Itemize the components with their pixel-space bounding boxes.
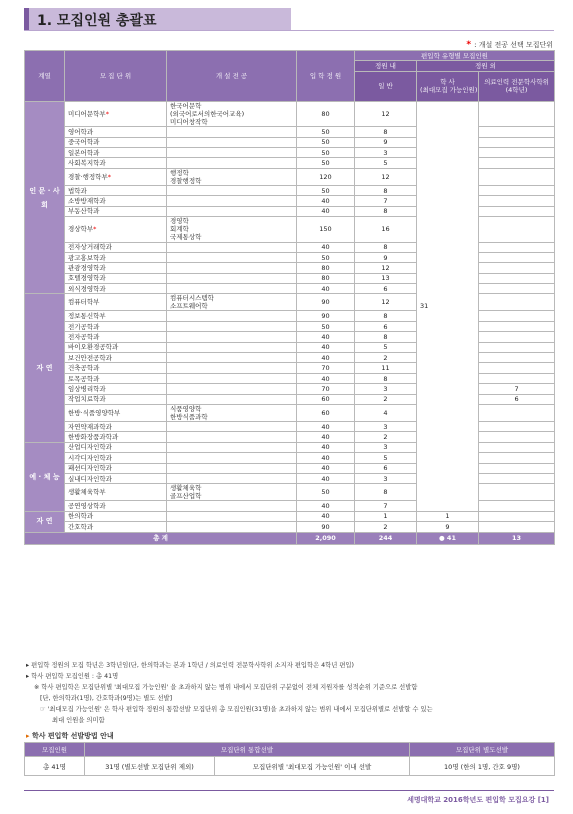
major-cell <box>167 511 297 521</box>
med-cell <box>479 453 555 463</box>
major-cell <box>167 442 297 452</box>
unit-cell <box>65 442 167 452</box>
arrow-icon: ▸ <box>26 732 32 740</box>
quota-cell: 40 <box>297 511 355 521</box>
med-cell <box>479 263 555 273</box>
quota-cell: 70 <box>297 363 355 373</box>
shared-bachelor-cell <box>417 101 479 511</box>
general-cell: 8 <box>355 206 417 216</box>
unit-cell <box>65 294 167 311</box>
major-cell <box>167 158 297 168</box>
quota-cell: 80 <box>297 273 355 283</box>
med-cell <box>479 217 555 243</box>
quota-cell: 50 <box>297 484 355 501</box>
page-footer: 세명대학교 2016학년도 편입학 모집요강 [1] <box>407 796 549 804</box>
major-cell <box>167 127 297 137</box>
unit-name: 법학과 <box>68 186 87 195</box>
table-row <box>25 101 555 127</box>
star-marker: * <box>466 40 472 50</box>
unit-name: 시각디자인학과 <box>68 453 112 462</box>
quota-cell: 40 <box>297 501 355 511</box>
general-cell: 4 <box>355 404 417 421</box>
major-cell <box>167 185 297 195</box>
quota-cell: 50 <box>297 185 355 195</box>
unit-name: 소방방재학과 <box>68 196 106 205</box>
table-row <box>25 522 555 532</box>
general-cell: 9 <box>355 137 417 147</box>
major-cell: 식품영양학 한방식품과학 <box>167 404 297 421</box>
general-cell: 8 <box>355 373 417 383</box>
major-cell <box>167 363 297 373</box>
med-cell <box>479 332 555 342</box>
sel-cell: 총 41명 <box>25 757 85 776</box>
quota-cell: 80 <box>297 263 355 273</box>
med-cell <box>479 137 555 147</box>
table-row <box>25 511 555 521</box>
med-cell <box>479 421 555 431</box>
general-cell: 12 <box>355 294 417 311</box>
med-cell <box>479 206 555 216</box>
med-cell <box>479 196 555 206</box>
unit-name: 컴퓨터학부 <box>68 298 100 307</box>
major-cell <box>167 196 297 206</box>
general-cell: 6 <box>355 321 417 331</box>
quota-cell: 40 <box>297 463 355 473</box>
total-bachelor: ● 41 <box>417 532 479 544</box>
unit-name: 중국어학과 <box>68 138 100 147</box>
unit-name: 패션디자인학과 <box>68 464 112 473</box>
major-cell <box>167 148 297 158</box>
general-cell: 12 <box>355 168 417 185</box>
total-quota: 2,090 <box>297 532 355 544</box>
unit-name: 전자공학과 <box>68 332 100 341</box>
general-cell: 5 <box>355 158 417 168</box>
med-cell <box>479 463 555 473</box>
major-cell <box>167 421 297 431</box>
sel-cell: 10명 (한의 1명, 간호 9명) <box>410 757 555 776</box>
unit-name: 건축공학과 <box>68 364 100 373</box>
quota-cell: 90 <box>297 294 355 311</box>
legend-note-text: : 개설 전공 선택 모집단위 <box>474 41 553 49</box>
quota-cell: 40 <box>297 342 355 352</box>
header-bachelor-note: (최대모집 가능인원) <box>420 86 478 95</box>
unit-name: 일본어학과 <box>68 148 100 157</box>
general-cell: 5 <box>355 453 417 463</box>
major-cell <box>167 321 297 331</box>
unit-name: 미디어문학부 <box>68 110 106 119</box>
quota-cell: 40 <box>297 453 355 463</box>
unit-name: 공연영상학과 <box>68 502 106 511</box>
quota-cell: 40 <box>297 332 355 342</box>
general-cell: 3 <box>355 473 417 483</box>
header-unit: 모 집 단 위 <box>65 51 167 102</box>
major-cell <box>167 342 297 352</box>
quota-cell: 40 <box>297 473 355 483</box>
med-cell <box>479 511 555 521</box>
major-cell <box>167 353 297 363</box>
general-cell: 2 <box>355 522 417 532</box>
quota-cell: 40 <box>297 421 355 431</box>
quota-cell: 40 <box>297 284 355 294</box>
sel-header-combined: 모집단위 통합선발 <box>85 743 410 757</box>
general-cell: 9 <box>355 252 417 262</box>
unit-cell <box>65 206 167 216</box>
med-cell <box>479 522 555 532</box>
unit-cell <box>65 217 167 243</box>
sel-header-count: 모집인원 <box>25 743 85 757</box>
quota-cell: 90 <box>297 522 355 532</box>
major-cell <box>167 242 297 252</box>
quota-cell: 60 <box>297 404 355 421</box>
med-cell: 6 <box>479 394 555 404</box>
general-cell: 1 <box>355 511 417 521</box>
unit-cell <box>65 421 167 431</box>
med-cell <box>479 148 555 158</box>
general-cell: 13 <box>355 273 417 283</box>
unit-cell <box>65 252 167 262</box>
major-cell <box>167 311 297 321</box>
general-cell: 2 <box>355 432 417 442</box>
unit-name: 자연약재과학과 <box>68 422 112 431</box>
major-cell <box>167 453 297 463</box>
unit-cell <box>65 185 167 195</box>
header-major: 개 설 전 공 <box>167 51 297 102</box>
med-cell <box>479 168 555 185</box>
quota-cell: 50 <box>297 321 355 331</box>
category-cell: 자 연 <box>25 294 65 442</box>
med-cell <box>479 473 555 483</box>
unit-name: 한의학과 <box>65 511 167 521</box>
unit-cell <box>65 148 167 158</box>
unit-cell <box>65 263 167 273</box>
page-title: 1. 모집인원 총괄표 <box>37 13 157 29</box>
med-cell <box>479 363 555 373</box>
med-cell <box>479 294 555 311</box>
major-cell <box>167 252 297 262</box>
header-category: 계열 <box>25 51 65 102</box>
general-cell: 16 <box>355 217 417 243</box>
unit-name: 한방화장품과학과 <box>68 433 119 442</box>
quota-cell: 50 <box>297 158 355 168</box>
total-general: 244 <box>355 532 417 544</box>
unit-cell <box>65 432 167 442</box>
unit-cell <box>65 284 167 294</box>
unit-cell <box>65 453 167 463</box>
unit-name: 경상학부 <box>68 225 94 234</box>
med-cell <box>479 484 555 501</box>
unit-name: 생활체육학부 <box>68 488 106 497</box>
header-bachelor <box>417 71 479 101</box>
med-cell <box>479 284 555 294</box>
major-cell: 생활체육학 골프산업학 <box>167 484 297 501</box>
major-cell <box>167 206 297 216</box>
total-med: 13 <box>479 532 555 544</box>
general-cell: 6 <box>355 463 417 473</box>
quota-cell: 40 <box>297 242 355 252</box>
med-cell <box>479 501 555 511</box>
unit-name: 관광경영학과 <box>68 263 106 272</box>
unit-name: 정보통신학부 <box>68 312 106 321</box>
med-cell <box>479 404 555 421</box>
general-cell: 12 <box>355 263 417 273</box>
note-line: ▸ 학사 편입학 모집인원 : 총 41명 <box>26 673 119 680</box>
selection-table <box>24 742 555 776</box>
unit-cell <box>65 137 167 147</box>
star-marker: * <box>93 225 97 234</box>
med-cell <box>479 321 555 331</box>
med-cell <box>479 432 555 442</box>
shared-special-count: 31 <box>420 302 429 311</box>
general-cell: 8 <box>355 185 417 195</box>
unit-name: 외식경영학과 <box>68 284 106 293</box>
unit-cell <box>65 158 167 168</box>
med-cell <box>479 442 555 452</box>
table-body <box>25 101 555 544</box>
unit-cell <box>65 373 167 383</box>
unit-name: 임상병리학과 <box>68 384 106 393</box>
unit-cell <box>65 242 167 252</box>
star-marker: * <box>105 110 109 119</box>
unit-cell <box>65 363 167 373</box>
quota-cell: 40 <box>297 442 355 452</box>
footer-divider <box>24 790 554 791</box>
quota-cell: 50 <box>297 137 355 147</box>
major-cell <box>167 394 297 404</box>
category-cell: 예 · 체 능 <box>25 442 65 511</box>
unit-cell <box>65 101 167 127</box>
general-cell: 3 <box>355 421 417 431</box>
header-med <box>479 71 555 101</box>
unit-name: 경찰·행정학부 <box>68 172 108 181</box>
quota-cell: 80 <box>297 101 355 127</box>
note-line: ▸ 편입학 정원의 모집 학년은 3학년임(단, 한의학과는 본과 1학년 / 의료인력 전문학사학위 소지자 편입학은 4학년 편입) <box>26 662 354 669</box>
star-marker: * <box>107 172 111 181</box>
header-med-note: (4학년) <box>505 86 528 95</box>
med-cell <box>479 242 555 252</box>
quota-cell: 40 <box>297 196 355 206</box>
major-cell <box>167 373 297 383</box>
major-cell: 경영학 회계학 국제통상학 <box>167 217 297 243</box>
med-cell <box>479 311 555 321</box>
general-cell: 8 <box>355 127 417 137</box>
quota-cell: 40 <box>297 432 355 442</box>
unit-name: 전기공학과 <box>68 322 100 331</box>
unit-cell <box>65 332 167 342</box>
quota-cell: 50 <box>297 148 355 158</box>
quota-cell: 40 <box>297 353 355 363</box>
quota-cell: 50 <box>297 252 355 262</box>
major-cell <box>167 473 297 483</box>
legend-note <box>466 40 553 50</box>
major-cell <box>167 137 297 147</box>
unit-name: 부동산학과 <box>68 207 100 216</box>
major-cell <box>167 432 297 442</box>
quota-cell: 50 <box>297 127 355 137</box>
extra-cell: 1 <box>417 511 479 521</box>
major-cell: 한국어문학 (외국어로서의한국어교육) 미디어창작학 <box>167 101 297 127</box>
major-cell <box>167 263 297 273</box>
general-cell: 3 <box>355 442 417 452</box>
unit-name: 산업디자인학과 <box>68 443 112 452</box>
notes-section <box>26 660 556 726</box>
total-label: 총 계 <box>25 532 297 544</box>
med-cell: 7 <box>479 384 555 394</box>
quota-cell: 60 <box>297 394 355 404</box>
unit-cell <box>65 342 167 352</box>
unit-name: 호텔경영학과 <box>68 274 106 283</box>
general-cell: 7 <box>355 196 417 206</box>
unit-cell <box>65 404 167 421</box>
med-cell <box>479 373 555 383</box>
unit-cell <box>65 353 167 363</box>
quota-cell: 150 <box>297 217 355 243</box>
general-cell: 12 <box>355 101 417 127</box>
general-cell: 2 <box>355 394 417 404</box>
unit-name: 실내디자인학과 <box>68 474 112 483</box>
note-line: 최대 인원을 의미함 <box>52 717 105 724</box>
quota-cell: 40 <box>297 373 355 383</box>
sel-cell: 모집단위별 '최대모집 가능인원' 이내 선발 <box>215 757 410 776</box>
unit-cell <box>65 168 167 185</box>
unit-cell <box>65 321 167 331</box>
quota-cell: 40 <box>297 206 355 216</box>
unit-cell <box>65 501 167 511</box>
recruitment-table <box>24 50 555 545</box>
unit-name: 작업치료학과 <box>68 395 106 404</box>
unit-name: 토목공학과 <box>68 374 100 383</box>
unit-cell <box>65 196 167 206</box>
unit-cell <box>65 473 167 483</box>
header-in-quota: 정원 내 <box>355 61 417 71</box>
general-cell: 3 <box>355 384 417 394</box>
section-title-bar <box>24 8 291 30</box>
total-row <box>25 532 555 544</box>
med-cell <box>479 273 555 283</box>
header-out-quota: 정원 외 <box>417 61 555 71</box>
header-bachelor-label: 학 사 <box>440 78 455 87</box>
major-cell <box>167 284 297 294</box>
major-cell: 행정학 경찰행정학 <box>167 168 297 185</box>
extra-cell: 9 <box>417 522 479 532</box>
med-cell <box>479 353 555 363</box>
major-cell <box>167 384 297 394</box>
major-cell <box>167 273 297 283</box>
unit-name: 영어학과 <box>68 127 94 136</box>
category-cell: 인 문 · 사 회 <box>25 101 65 294</box>
general-cell: 8 <box>355 484 417 501</box>
selection-title <box>26 731 114 741</box>
med-cell <box>479 158 555 168</box>
unit-name: 광고홍보학과 <box>68 253 106 262</box>
general-cell: 3 <box>355 148 417 158</box>
general-cell: 6 <box>355 284 417 294</box>
general-cell: 8 <box>355 242 417 252</box>
unit-cell <box>65 273 167 283</box>
general-cell: 8 <box>355 332 417 342</box>
unit-name: 간호학과 <box>65 522 167 532</box>
general-cell: 5 <box>355 342 417 352</box>
major-cell <box>167 522 297 532</box>
header-quota: 입 학 정 원 <box>297 51 355 102</box>
major-cell <box>167 463 297 473</box>
general-cell: 8 <box>355 311 417 321</box>
sel-cell: 31명 (별도선발 모집단위 제외) <box>85 757 215 776</box>
quota-cell: 90 <box>297 311 355 321</box>
unit-cell <box>65 311 167 321</box>
note-line: [단, 한의학과(1명), 간호학과(9명)는 별도 선발] <box>40 695 173 702</box>
unit-cell <box>65 484 167 501</box>
unit-name: 사회복지학과 <box>68 159 106 168</box>
major-cell: 컴퓨터시스템학 소프트웨어학 <box>167 294 297 311</box>
sel-header-separate: 모집단위 별도선발 <box>410 743 555 757</box>
header-general: 일 반 <box>355 71 417 101</box>
med-cell <box>479 342 555 352</box>
quota-cell: 70 <box>297 384 355 394</box>
general-cell: 2 <box>355 353 417 363</box>
note-line: ☞ '최대모집 가능인원' 은 학사 편입학 정원의 통합선발 모집단위 총 모집인원(31명)을 초과하지 않는 범위 내에서 모집단위별로 선발할 수 있는 <box>40 706 433 713</box>
unit-name: 바이오환경공학과 <box>68 343 119 352</box>
category-cell: 자 연 <box>25 511 65 532</box>
general-cell: 7 <box>355 501 417 511</box>
selection-title-text: 학사 편입학 선발방법 안내 <box>31 732 114 740</box>
med-cell <box>479 127 555 137</box>
unit-cell <box>65 463 167 473</box>
unit-cell <box>65 394 167 404</box>
med-cell <box>479 101 555 127</box>
quota-cell: 120 <box>297 168 355 185</box>
unit-name: 한방·식품영양학부 <box>68 408 121 417</box>
unit-name: 보건안전공학과 <box>68 353 112 362</box>
unit-cell <box>65 127 167 137</box>
unit-name: 전자상거래학과 <box>68 243 112 252</box>
med-cell <box>479 252 555 262</box>
general-cell: 11 <box>355 363 417 373</box>
major-cell <box>167 332 297 342</box>
header-transfer-group: 편입학 유형별 모집인원 <box>355 51 555 61</box>
header-med-label: 의료인력 전문학사학위 <box>484 78 549 87</box>
med-cell <box>479 185 555 195</box>
title-divider <box>24 30 554 31</box>
major-cell <box>167 501 297 511</box>
note-line: ※ 학사 편입학은 모집단위별 '최대모집 가능인원' 을 초과하지 않는 범위 내에서 모집단위 구분없이 전체 지원자를 성적순위 기준으로 선발함 <box>34 684 418 691</box>
unit-cell <box>65 384 167 394</box>
